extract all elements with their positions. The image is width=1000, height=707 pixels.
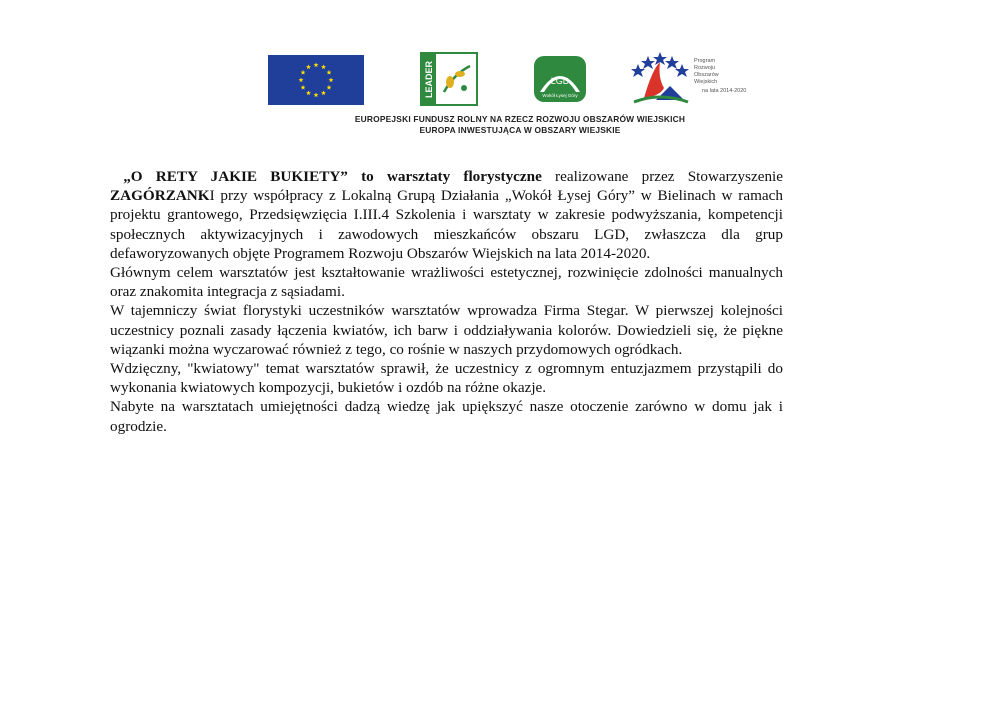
paragraph-5: Nabyte na warsztatach umiejętności dadzą wiedzę jak upiększyć nasze otoczenie zarówno w domu jak i ogrodzie. [110, 398, 783, 435]
svg-text:LGD: LGD [550, 76, 570, 86]
svg-text:Obszarów: Obszarów [694, 72, 719, 78]
paragraph-4: Wdzięczny, "kwiatowy" temat warsztatów sprawił, że uczestnicy z ogromnym entuzjazmem przystąpili do wykonania kwiatowych kompozycji, bukietów i ozdób na różne okazje. [110, 360, 783, 397]
svg-text:LEADER: LEADER [424, 60, 434, 98]
fund-line-2: EUROPA INWESTUJĄCA W OBSZARY WIEJSKIE [419, 125, 621, 135]
svg-text:na lata 2014-2020: na lata 2014-2020 [702, 88, 747, 94]
svg-text:Wiejskich: Wiejskich [694, 79, 718, 85]
fund-caption [300, 114, 740, 136]
lgd-logo-icon [530, 52, 590, 106]
svg-text:Program: Program [694, 58, 716, 64]
title: „O RETY JAKIE BUKIETY” to warsztaty florystyczne [123, 168, 542, 185]
paragraph-1-part-a: realizowane przez Stowarzyszenie [541, 168, 783, 185]
eu-flag-icon [268, 55, 364, 105]
document-body [110, 167, 783, 436]
prow-logo-icon [630, 48, 750, 108]
paragraph-1-part-b: I przy współpracy z Lokalną Grupą Działania „Wokół Łysej Góry” w Bielinach w ramach projektu grantowego, Przedsięwzięcia I.III.4 Szkolenia i warsztaty w zakresie podwyższania, kompetencji społecznych aktywizacyjnych i zawodowych mieszkańców obszaru LGD, zwłaszcza dla grup defaworyzowanych objęte Programem Rozwoju Obszarów Wiejskich na lata 2014-2020. [110, 187, 783, 262]
association-name: ZAGÓRZANK [110, 187, 210, 205]
fund-line-1: EUROPEJSKI FUNDUSZ ROLNY NA RZECZ ROZWOJU OBSZARÓW WIEJSKICH [354, 114, 686, 124]
paragraph-3: W tajemniczy świat florystyki uczestników warsztatów wprowadza Firma Stegar. W pierwszej kolejności uczestnicy poznali zasady łączenia kwiatów, ich barw i oddziaływania kolorów. Dowiedzieli się, że piękne wiązanki można wyczarować również z tego, co rośnie w naszych przydomowych ogródkach. [110, 302, 783, 358]
svg-text:Rozwoju: Rozwoju [694, 65, 716, 71]
leader-logo-icon [420, 52, 478, 106]
paragraph-2: Głównym celem warsztatów jest kształtowanie wrażliwości estetycznej, rozwinięcie zdolności manualnych oraz znakomita integracja z sąsiadami. [110, 264, 783, 301]
svg-text:Wokół Łysej Góry: Wokół Łysej Góry [542, 93, 578, 98]
paragraph-1 [110, 167, 783, 263]
